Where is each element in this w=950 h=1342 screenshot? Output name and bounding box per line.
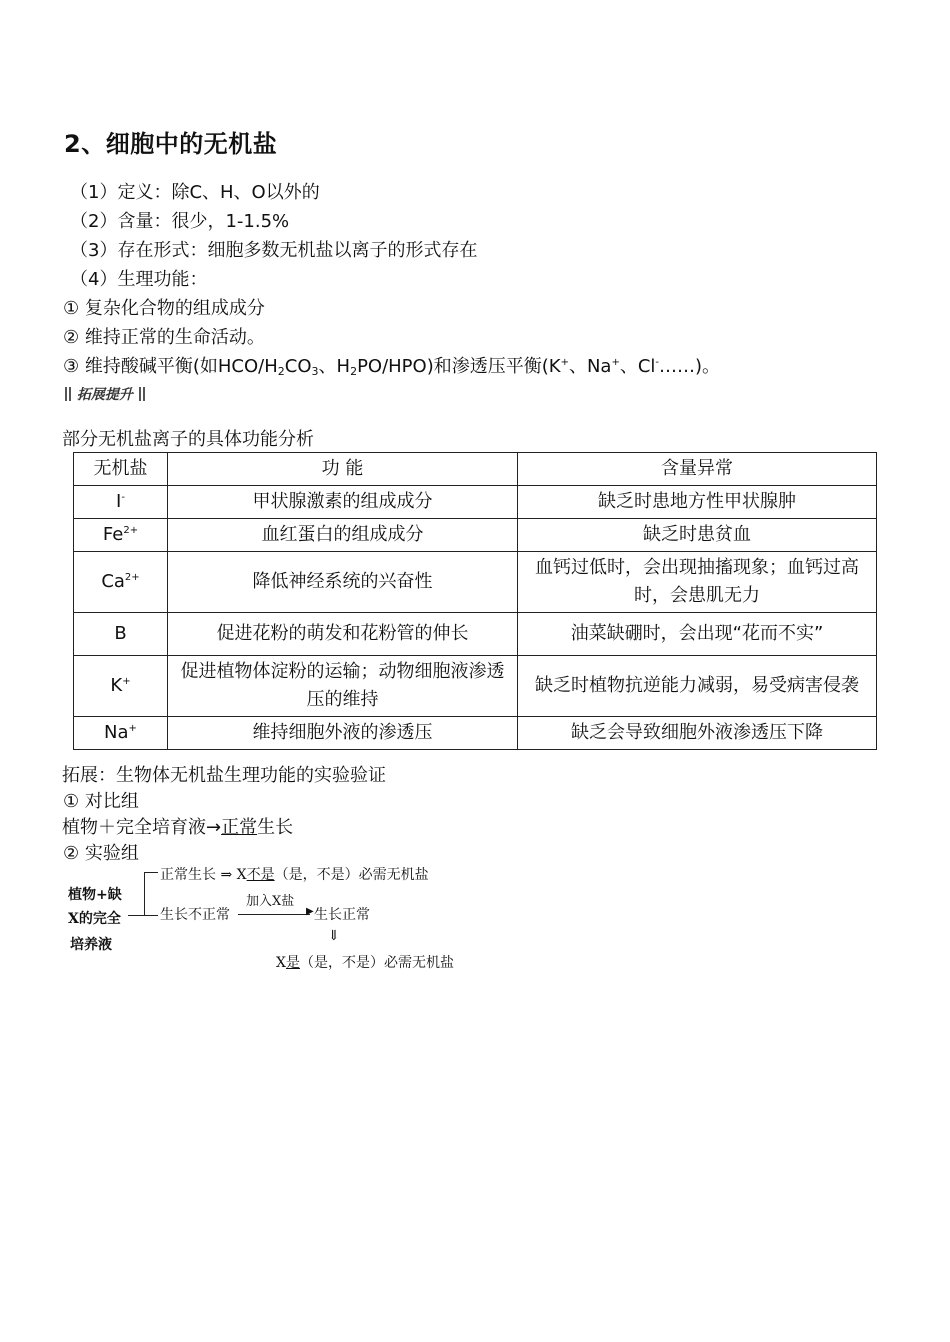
inorganic-salt-table [73, 452, 877, 750]
conclusion-text: X是（是，不是）必需无机盐 [276, 955, 454, 971]
form-line: （3）存在形式：细胞多数无机盐以离子的形式存在 [70, 240, 478, 261]
branch-abnormal-text: 生长不正常 [160, 907, 230, 923]
control-group-label: ① 对比组 [63, 791, 139, 812]
table-row [74, 656, 877, 717]
tag-bar-left [65, 387, 67, 401]
function-cell: 维持细胞外液的渗透压 [168, 717, 518, 750]
control-group-text: 植物＋完全培育液→正常生长 [62, 817, 294, 838]
ion-cell: $Ca^{2+}$ [74, 552, 168, 613]
table-row [74, 486, 877, 519]
abnormal-cell: 缺乏时患地方性甲状腺肿 [518, 486, 877, 519]
content-line: （2）含量：很少，1-1.5% [70, 211, 290, 232]
function-cell: 血红蛋白的组成成分 [168, 519, 518, 552]
function-cell: 甲状腺激素的组成成分 [168, 486, 518, 519]
experiment-diagram [60, 858, 480, 978]
abnormal-cell: 血钙过低时，会出现抽搐现象；血钙过高时，会患肌无力 [518, 552, 877, 613]
expand-tag-text: 拓展提升 [76, 387, 133, 403]
table-row [74, 552, 877, 613]
source-text-3: 培养液 [70, 937, 112, 953]
header-abnormal: 含量异常 [518, 453, 877, 486]
expand-tag [64, 384, 146, 404]
function-item-3: ③ 维持酸碱平衡(如HCO/$H_2CO_3$、$H_2PO/HPO$)和渗透压平衡(K+、Na+、Cl-……)。 [63, 356, 721, 378]
table-row [74, 613, 877, 656]
experiment-heading: 拓展：生物体无机盐生理功能的实验验证 [62, 765, 386, 786]
experiment-group-label: ② 实验组 [63, 843, 139, 864]
branch-vertical-line [144, 872, 145, 916]
table-caption: 部分无机盐离子的具体功能分析 [62, 429, 314, 450]
definition-line: （1）定义：除C、H、O以外的 [70, 182, 320, 203]
branch-top-line [144, 872, 158, 873]
result-normal-text: 生长正常 [314, 907, 370, 923]
function-item-1: ① 复杂化合物的组成成分 [63, 298, 265, 319]
function-heading: （4）生理功能： [70, 269, 208, 290]
function-item-2: ② 维持正常的生命活动。 [63, 327, 265, 348]
add-x-arrow-line [238, 914, 310, 915]
header-salt: 无机盐 [74, 453, 168, 486]
arrow-head-icon: ▶ [306, 906, 314, 917]
abnormal-cell: 缺乏会导致细胞外液渗透压下降 [518, 717, 877, 750]
abnormal-cell: 油菜缺硼时，会出现“花而不实” [518, 613, 877, 656]
abnormal-cell: 缺乏时植物抗逆能力减弱，易受病害侵袭 [518, 656, 877, 717]
abnormal-cell: 缺乏时患贫血 [518, 519, 877, 552]
down-arrow-icon: ⇓ [328, 928, 340, 944]
ion-cell: B [74, 613, 168, 656]
function-cell: 降低神经系统的兴奋性 [168, 552, 518, 613]
ion-cell: Na+ [74, 717, 168, 750]
source-text-2: X的完全 [68, 911, 121, 927]
tag-bar-right [143, 387, 145, 401]
function-cell: 促进花粉的萌发和花粉管的伸长 [168, 613, 518, 656]
function-cell: 促进植物体淀粉的运输；动物细胞液渗透压的维持 [168, 656, 518, 717]
table-header-row [74, 453, 877, 486]
add-x-label: 加入X盐 [246, 894, 295, 909]
ion-cell: I- [74, 486, 168, 519]
branch-normal-text: 正常生长 ⇒ X不是（是，不是）必需无机盐 [160, 867, 429, 883]
ion-cell: K+ [74, 656, 168, 717]
branch-stem-line [128, 915, 144, 916]
header-function: 功 能 [168, 453, 518, 486]
source-text-1: 植物+缺 [68, 887, 122, 903]
table-row [74, 519, 877, 552]
table-row [74, 717, 877, 750]
branch-bottom-line [144, 915, 158, 916]
ion-cell: $Fe^{2+}$ [74, 519, 168, 552]
section-title: 2、细胞中的无机盐 [64, 130, 278, 158]
